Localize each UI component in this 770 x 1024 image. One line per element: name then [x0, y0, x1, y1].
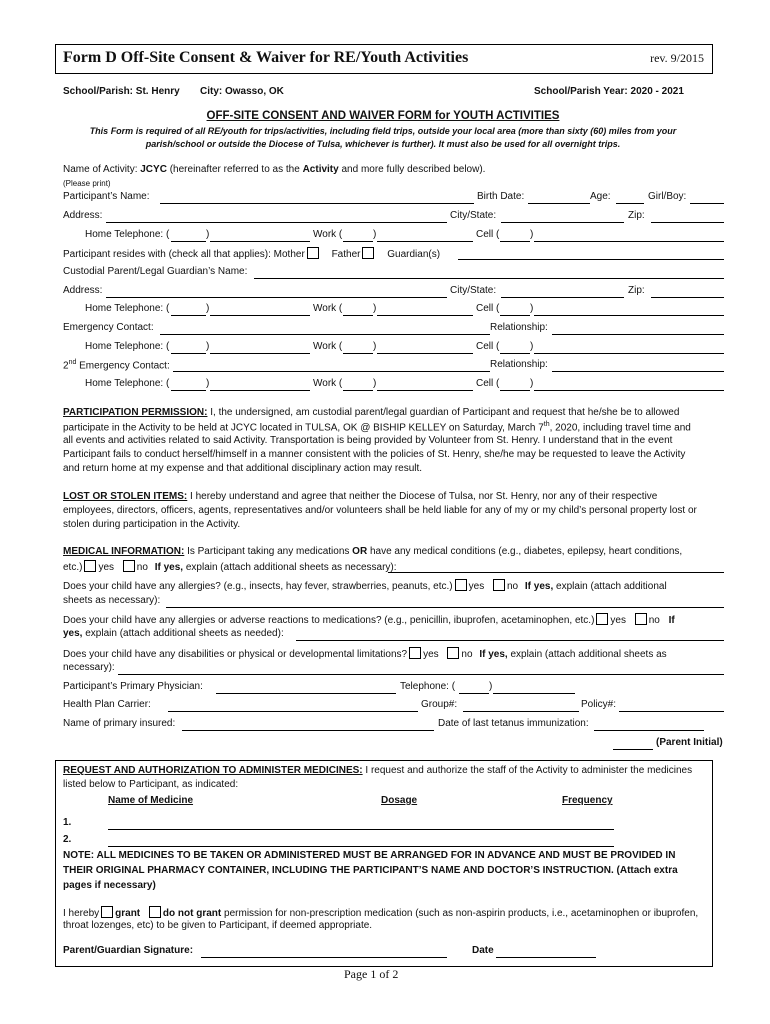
age-field[interactable]	[616, 203, 644, 204]
medical-q4: Does your child have any disabilities or physical or developmental limitations?	[63, 649, 408, 660]
grant-checkbox[interactable]	[101, 906, 113, 918]
medical-q4-row	[63, 647, 667, 660]
q3-no-label: no	[648, 615, 660, 626]
guardian-zip-label: Zip:	[628, 285, 645, 296]
q4-if-yes: If yes,	[479, 649, 508, 660]
policy-field[interactable]	[619, 711, 724, 712]
participant-home-tel-label: Home Telephone: (	[85, 229, 170, 240]
emergency1-home-tel-field[interactable]	[210, 353, 310, 354]
note-line2: THEIR ORIGINAL PHARMACY CONTAINER, INCLUDING THE PARTICIPANT’S NAME AND DOCTOR’S INSTRUCTION. (Attach extra	[63, 865, 678, 876]
activity-name: JCYC	[140, 164, 167, 175]
father-checkbox[interactable]	[362, 247, 374, 259]
age-label: Age:	[590, 191, 611, 202]
girl-boy-label: Girl/Boy:	[648, 191, 687, 202]
medicine-row2-number: 2.	[63, 834, 72, 845]
paren-close: )	[373, 378, 377, 389]
col-dosage: Dosage	[381, 795, 418, 806]
physician-tel-label: Telephone: (	[400, 681, 456, 692]
paren-close: )	[206, 378, 210, 389]
participant-home-area[interactable]	[171, 241, 206, 242]
q2-if-yes: If yes,	[524, 581, 554, 592]
grant-label: grant	[115, 908, 141, 919]
guardian-field[interactable]	[458, 259, 724, 260]
medicine-row1-number: 1.	[63, 817, 72, 828]
note-line3: pages if necessary)	[63, 880, 156, 891]
participation-line2	[63, 421, 691, 433]
q2-explain: explain (attach additional	[556, 581, 667, 592]
q4-cont: necessary):	[63, 662, 115, 673]
custodial-name-field[interactable]	[254, 278, 724, 279]
guardian-work-field[interactable]	[377, 315, 473, 316]
paren-close: )	[373, 303, 377, 314]
emergency1-home-area[interactable]	[171, 353, 206, 354]
emergency1-work-label: Work (	[313, 341, 343, 352]
emergency2-label-row	[63, 359, 170, 371]
medical-q2-row	[63, 579, 667, 592]
lost-heading: LOST OR STOLEN ITEMS:	[63, 491, 188, 502]
q1-explain-field[interactable]	[388, 572, 724, 573]
medical-q1-etc: etc.)	[63, 562, 83, 573]
participant-work-field[interactable]	[377, 241, 473, 242]
guardian-zip-field[interactable]	[651, 297, 724, 298]
medicine-row1-field[interactable]	[108, 829, 614, 830]
participation-text5: and return home at my expense and that additional disciplinary action may result.	[63, 463, 423, 474]
form-title: Form D Off-Site Consent & Waiver for RE/Youth Activities	[63, 49, 469, 66]
parent-initial-label: (Parent Initial)	[656, 737, 723, 748]
medical-q3-cont-row	[63, 628, 284, 639]
guardian-cell-area[interactable]	[500, 315, 530, 316]
activity-line	[63, 164, 485, 175]
emergency2-work-field[interactable]	[377, 390, 473, 391]
emergency1-work-field[interactable]	[377, 353, 473, 354]
permission-text1: permission for non-prescription medication (such as non-aspirin products, i.e., acetaminophen or ibuprofen,	[224, 908, 699, 919]
birth-date-label: Birth Date:	[477, 191, 525, 202]
guardian-address-field[interactable]	[106, 297, 447, 298]
q3-yes-label: yes	[610, 615, 626, 626]
page-number: Page 1 of 2	[344, 967, 399, 981]
emergency2-sup: nd	[68, 359, 77, 366]
q2-no-checkbox[interactable]	[493, 579, 505, 591]
insured-label: Name of primary insured:	[63, 718, 176, 729]
mother-checkbox[interactable]	[307, 247, 319, 259]
paren-close: )	[206, 303, 210, 314]
emergency2-field[interactable]	[173, 371, 490, 372]
emergency2-work-label: Work (	[313, 378, 343, 389]
signature-label: Parent/Guardian Signature:	[63, 945, 194, 956]
emergency1-cell-field[interactable]	[534, 353, 724, 354]
medical-q3: Does your child have any allergies or adverse reactions to medications? (e.g., penicillin, ibuprofen, acetaminophen, etc.)	[63, 615, 595, 626]
paren-close: )	[206, 341, 210, 352]
participant-zip-field[interactable]	[651, 222, 724, 223]
q2-no-label: no	[506, 581, 519, 592]
guardian-city-state-field[interactable]	[501, 297, 624, 298]
q3-yes-word: yes,	[63, 628, 83, 639]
school-year: School/Parish Year: 2020 - 2021	[534, 86, 684, 97]
emergency1-home-tel-label: Home Telephone: (	[85, 341, 170, 352]
guardian-label: Guardian(s)	[387, 249, 441, 260]
lost-text1: I hereby understand and agree that neither the Diocese of Tulsa, nor St. Henry, nor any of their respective	[190, 491, 658, 502]
medbox-heading: REQUEST AND AUTHORIZATION TO ADMINISTER MEDICINES:	[63, 765, 363, 776]
participant-cell-label: Cell (	[476, 229, 500, 240]
medical-line1	[63, 546, 682, 557]
emergency2-home-tel-field[interactable]	[210, 390, 310, 391]
date-label: Date	[472, 945, 494, 956]
participant-address-label: Address:	[63, 210, 103, 221]
do-not-grant-label: do not grant	[162, 908, 222, 919]
paren-close: )	[530, 303, 534, 314]
lost-text3: stolen during participation in the Activity.	[63, 519, 241, 530]
insured-field[interactable]	[182, 730, 434, 731]
guardian-cell-field[interactable]	[534, 315, 724, 316]
activity-desc-after: and more fully described below).	[341, 164, 486, 175]
medicine-row2-field[interactable]	[108, 846, 614, 847]
emergency1-cell-label: Cell (	[476, 341, 500, 352]
medical-heading: MEDICAL INFORMATION:	[63, 546, 185, 557]
participation-text1: I, the undersigned, am custodial parent/legal guardian of Participant and request that he/she be to allowed	[210, 407, 680, 418]
emergency2-label: Emergency Contact:	[79, 360, 170, 372]
q3-yes-checkbox[interactable]	[596, 613, 608, 625]
col-name-of-medicine: Name of Medicine	[108, 795, 194, 806]
q2-cont: sheets as necessary):	[63, 595, 161, 606]
q4-no-checkbox[interactable]	[447, 647, 459, 659]
paren-close: )	[530, 378, 534, 389]
emergency2-cell-label: Cell (	[476, 378, 500, 389]
physician-label: Participant’s Primary Physician:	[63, 681, 203, 692]
q2-yes-label: yes	[468, 581, 485, 592]
emergency1-work-area[interactable]	[343, 353, 373, 354]
participant-name-field[interactable]	[160, 203, 474, 204]
guardian-home-tel-field[interactable]	[210, 315, 310, 316]
emergency1-label: Emergency Contact:	[63, 322, 154, 333]
guardian-address-label: Address:	[63, 285, 103, 296]
participation-line1	[63, 407, 679, 418]
main-title: OFF-SITE CONSENT AND WAIVER FORM for YOUTH ACTIVITIES	[206, 110, 560, 122]
q2-yes-checkbox[interactable]	[455, 579, 467, 591]
physician-field[interactable]	[216, 693, 396, 694]
participant-city-state-label: City/State:	[450, 210, 497, 221]
relationship1-field[interactable]	[552, 334, 724, 335]
resides-label: Participant resides with (check all that applies): Mother	[63, 249, 305, 260]
paren-close: )	[489, 681, 493, 692]
participation-text4: Participant fails to conduct herself/himself in a manner consistent with the policies of St. Henry, she/he may be requested to leave the Activity	[63, 449, 686, 460]
do-not-grant-checkbox[interactable]	[149, 906, 161, 918]
emergency2-cell-area[interactable]	[500, 390, 530, 391]
participant-cell-field[interactable]	[534, 241, 724, 242]
parent-initial-field[interactable]	[613, 749, 653, 750]
q1-no-label: no	[136, 562, 148, 573]
birth-date-field[interactable]	[528, 203, 590, 204]
paren-close: )	[373, 341, 377, 352]
col-frequency: Frequency	[562, 795, 613, 806]
policy-label: Policy#:	[581, 699, 617, 710]
medbox-text2: listed below to Participant, as indicated:	[63, 779, 239, 790]
q4-no-label: no	[461, 649, 473, 660]
participant-city-state-field[interactable]	[501, 222, 624, 223]
subtitle-line2: parish/school or outside the Diocese of Tulsa, whichever is further). It must also be used for all overnight trips.	[145, 139, 621, 149]
date-field[interactable]	[496, 957, 596, 958]
hereby-label: I hereby	[63, 908, 100, 919]
activity-desc-before: (hereinafter referred to as the	[169, 164, 300, 175]
medical-q3-row	[63, 613, 675, 626]
medical-q1b: have any medical conditions (e.g., diabetes, epilepsy, heart conditions,	[369, 546, 683, 557]
city: City: Owasso, OK	[200, 86, 284, 97]
participant-zip-label: Zip:	[628, 210, 645, 221]
emergency1-cell-area[interactable]	[500, 353, 530, 354]
participant-address-field[interactable]	[106, 222, 447, 223]
revision-date: rev. 9/2015	[650, 51, 704, 65]
participant-home-tel-field[interactable]	[210, 241, 310, 242]
lost-line1	[63, 491, 657, 502]
q1-yes-label: yes	[98, 562, 115, 573]
participation-heading: PARTICIPATION PERMISSION:	[63, 407, 208, 418]
group-field[interactable]	[463, 711, 579, 712]
q3-cont: explain (attach additional sheets as needed):	[85, 628, 284, 639]
custodial-label: Custodial Parent/Legal Guardian’s Name:	[63, 266, 248, 277]
q4-explain-field[interactable]	[118, 674, 724, 675]
participant-name-label: Participant’s Name:	[63, 191, 150, 202]
emergency2-cell-field[interactable]	[534, 390, 724, 391]
physician-tel-field[interactable]	[493, 693, 575, 694]
guardian-cell-label: Cell (	[476, 303, 500, 314]
paren-close: )	[530, 341, 534, 352]
q1-yes-checkbox[interactable]	[84, 560, 96, 572]
medical-q1a: Is Participant taking any medications	[187, 546, 350, 557]
medical-q2: Does your child have any allergies? (e.g., insects, hay fever, strawberries, peanuts, etc.)	[63, 581, 453, 592]
relationship1-label: Relationship:	[490, 322, 548, 333]
school-parish: School/Parish: St. Henry	[63, 86, 180, 97]
guardian-home-area[interactable]	[171, 315, 206, 316]
guardian-work-area[interactable]	[343, 315, 373, 316]
group-label: Group#:	[421, 699, 458, 710]
q4-yes-label: yes	[423, 649, 439, 660]
medbox-line1	[63, 765, 692, 776]
lost-text2: employees, directors, officers, agents, representatives and/or volunteers shall be held liable for any of my or my child’s personal property lost or	[63, 505, 697, 516]
q2-explain-field[interactable]	[166, 607, 724, 608]
resides-with-row	[63, 247, 440, 260]
emergency2-prefix: 2	[63, 360, 69, 372]
q4-yes-checkbox[interactable]	[409, 647, 421, 659]
subtitle-line1: This Form is required of all RE/youth for trips/activities, including field trips, outside your local area (more than sixty (60) miles from your	[89, 126, 677, 136]
physician-tel-area[interactable]	[459, 693, 489, 694]
q1-explain: explain (attach additional sheets as necessary):	[185, 562, 397, 573]
tetanus-label: Date of last tetanus immunization:	[438, 718, 589, 729]
participant-work-area[interactable]	[343, 241, 373, 242]
participation-text3: all events and activities related to said Activity. Transportation is being provided by Volunteer from St. Henry. I understand that in the event	[63, 435, 673, 446]
participant-work-label: Work (	[313, 229, 343, 240]
guardian-work-label: Work (	[313, 303, 343, 314]
paren-close: )	[373, 229, 377, 240]
relationship2-label: Relationship:	[490, 359, 548, 370]
activity-label: Name of Activity:	[63, 164, 138, 175]
girl-boy-field[interactable]	[690, 203, 724, 204]
emergency2-home-area[interactable]	[171, 390, 206, 391]
form-header	[55, 44, 713, 74]
participation-text2a: participate in the Activity to be held at JCYC located in TULSA, OK @ BISHIP KELLEY on Saturday, March 7	[63, 422, 544, 434]
paren-close: )	[206, 229, 210, 240]
emergency1-field[interactable]	[160, 334, 490, 335]
relationship2-field[interactable]	[552, 371, 724, 372]
grant-row	[63, 906, 698, 919]
guardian-home-tel-label: Home Telephone: (	[85, 303, 170, 314]
medicine-authorization-box	[55, 760, 713, 967]
participation-text2b: , 2020, including travel time and	[549, 422, 691, 434]
medbox-text1: I request and authorize the staff of the Activity to administer the medicines	[365, 765, 693, 776]
guardian-city-state-label: City/State:	[450, 285, 497, 296]
q3-no-checkbox[interactable]	[635, 613, 647, 625]
q1-no-checkbox[interactable]	[123, 560, 135, 572]
participation-sup: th	[543, 421, 550, 428]
participant-cell-area[interactable]	[500, 241, 530, 242]
please-print: (Please print)	[63, 179, 111, 188]
plan-label: Health Plan Carrier:	[63, 699, 151, 710]
q1-if-yes: If yes,	[154, 562, 184, 573]
emergency2-home-tel-label: Home Telephone: (	[85, 378, 170, 389]
activity-word: Activity	[302, 164, 339, 175]
tetanus-field[interactable]	[594, 730, 704, 731]
plan-field[interactable]	[168, 711, 418, 712]
signature-field[interactable]	[201, 957, 447, 958]
medical-q1-or: OR	[352, 546, 368, 557]
q4-explain: explain (attach additional sheets as	[510, 649, 667, 660]
q3-explain-field[interactable]	[296, 640, 724, 641]
medical-line2	[63, 560, 397, 573]
permission-text2: throat lozenges, etc) to be given to Participant, if deemed appropriate.	[63, 920, 373, 931]
father-label: Father	[331, 249, 361, 260]
note-line1: NOTE: ALL MEDICINES TO BE TAKEN OR ADMINISTERED MUST BE ARRANGED FOR IN ADVANCE AND MUST BE PROVIDED IN	[63, 850, 676, 861]
emergency2-work-area[interactable]	[343, 390, 373, 391]
paren-close: )	[530, 229, 534, 240]
q3-if: If	[668, 615, 675, 626]
